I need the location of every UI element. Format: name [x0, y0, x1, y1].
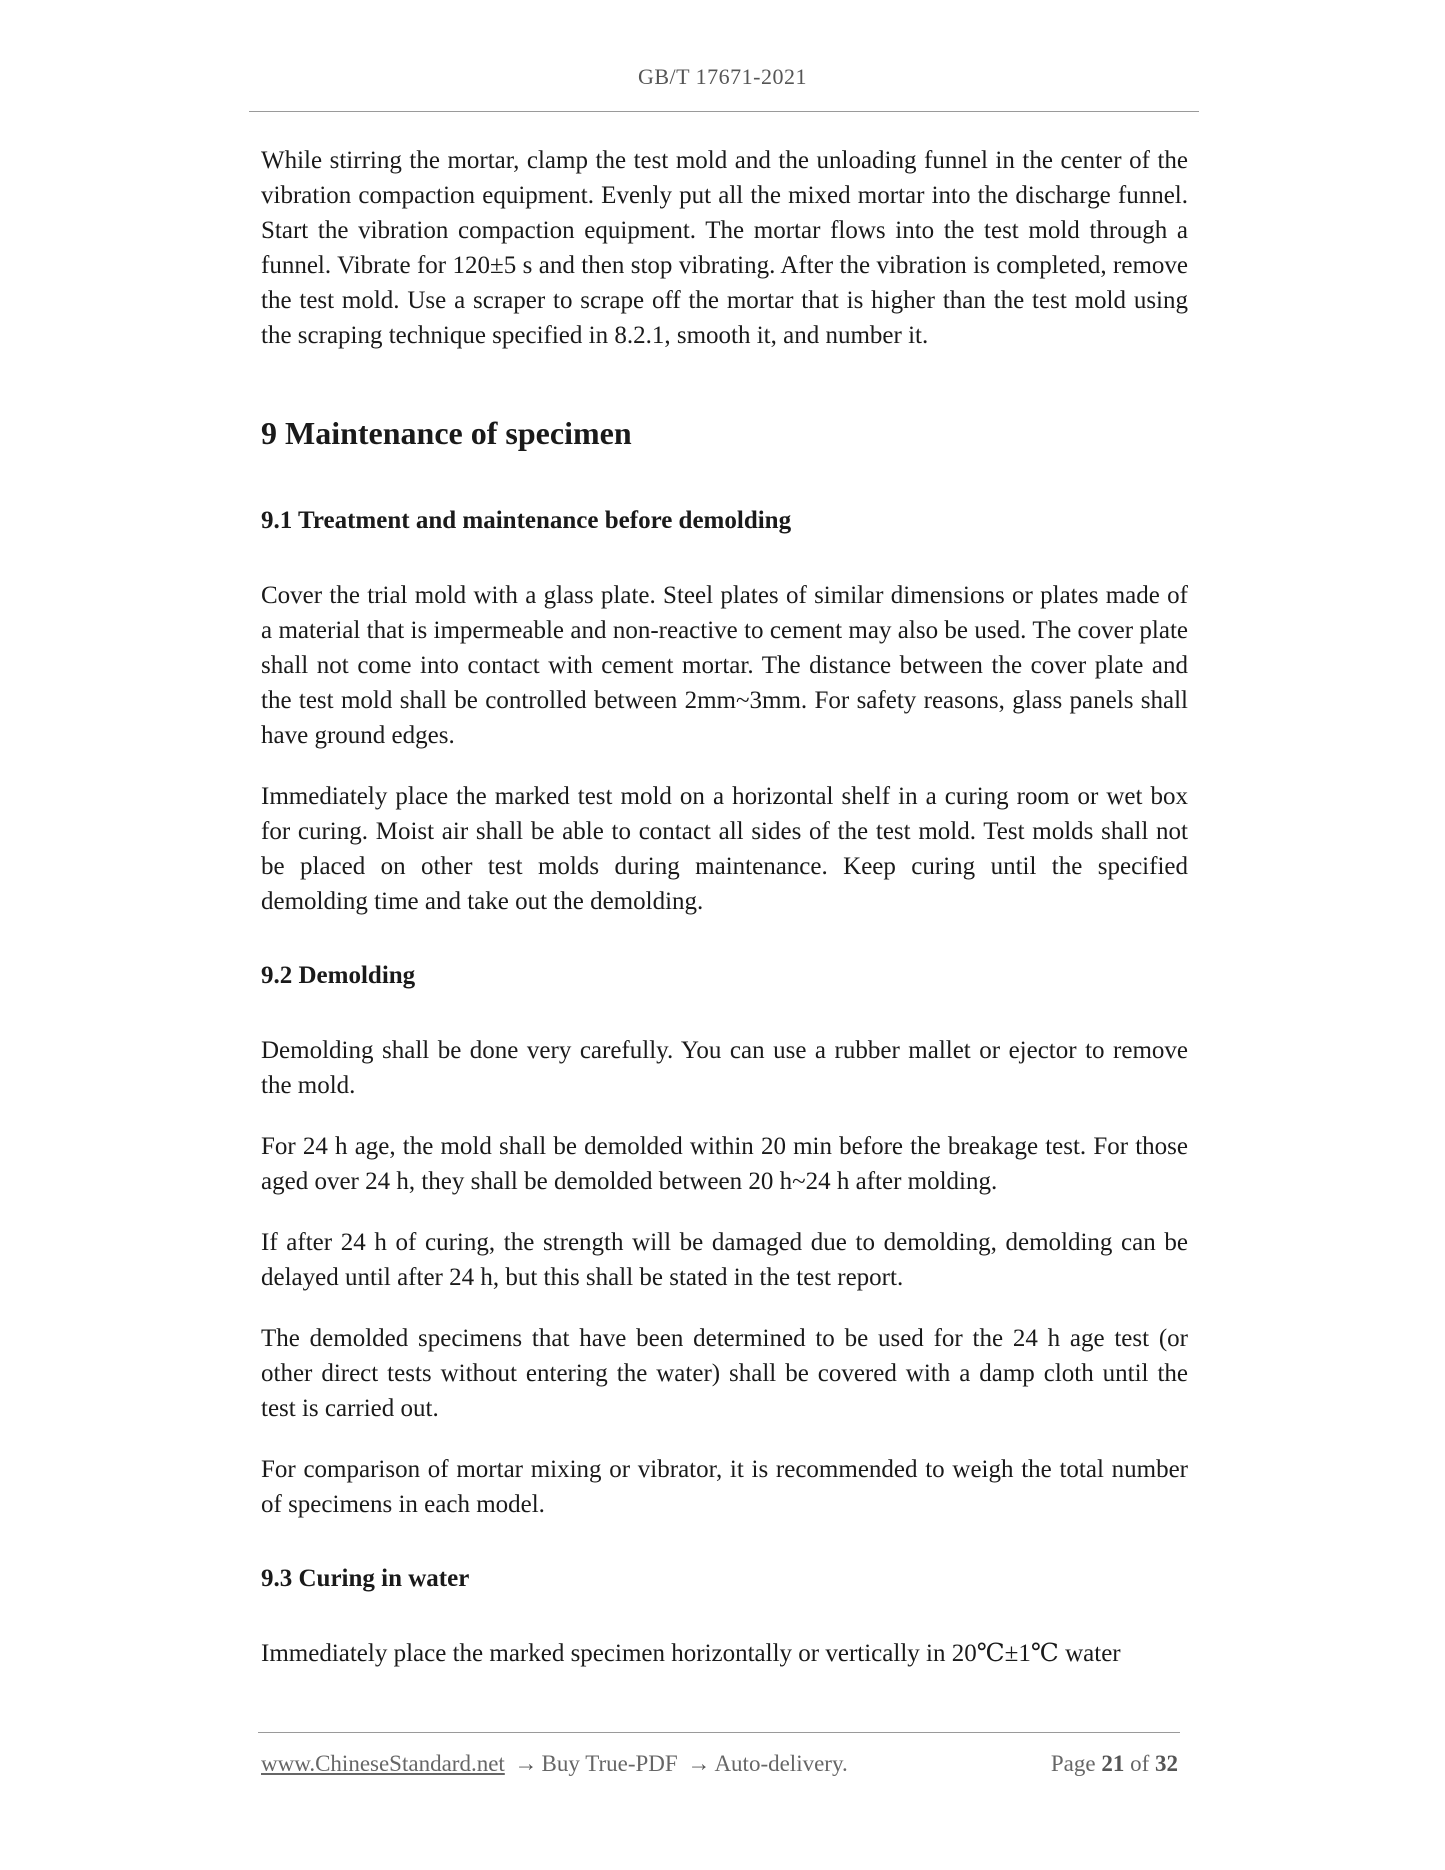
page-label: Page — [1050, 1751, 1096, 1776]
page-current-number: 21 — [1101, 1751, 1125, 1776]
intro-paragraph: While stirring the mortar, clamp the test mold and the unloading funnel in the center of the vibration compaction equipment. Evenly put all the mixed mortar into the discharge funnel. Start the vibration compaction equipment. The mortar flows into the test mold through a funnel. Vibrate for 120±5 s and then stop vibrating. After the vibration is completed, remove the test mold. Use a scraper to scrape off the mortar that is higher than the test mold using the scraping technique specified in 8.2.1, smooth it, and number it. — [261, 147, 1188, 349]
section-9-3-heading: 9.3 Curing in water — [261, 1565, 470, 1592]
section-9-2-heading: 9.2 Demolding — [261, 962, 416, 989]
page-indicator — [1051, 1749, 1178, 1779]
section-9-1-heading: 9.1 Treatment and maintenance before demolding — [261, 507, 792, 534]
document-header-code: GB/T 17671-2021 — [637, 64, 808, 89]
section-9-1-paragraph-2: Immediately place the marked test mold on a horizontal shelf in a curing room or wet box for curing. Moist air shall be able to contact all sides of the test mold. Test molds shall not be placed on other test molds during maintenance. Keep curing until the specified demolding time and take out the demolding. — [261, 783, 1188, 915]
section-9-1-paragraph-1: Cover the trial mold with a glass plate. Steel plates of similar dimensions or plates made of a material that is impermeable and non-reactive to cement may also be used. The cover plate shall not come into contact with cement mortar. The distance between the cover plate and the test mold shall be controlled between 2mm~3mm. For safety reasons, glass panels shall have ground edges. — [261, 582, 1188, 749]
section-9-2-paragraph-3: If after 24 h of curing, the strength will be damaged due to demolding, demolding can be delayed until after 24 h, but this shall be stated in the test report. — [261, 1229, 1188, 1291]
auto-delivery-text: Auto-delivery. — [714, 1751, 848, 1776]
arrow-right-icon: → — [687, 1751, 711, 1776]
footer-divider — [258, 1732, 1180, 1733]
page-total-number: 32 — [1155, 1751, 1178, 1776]
section-9-2-paragraph-5: For comparison of mortar mixing or vibrator, it is recommended to weigh the total number of specimens in each model. — [261, 1456, 1188, 1518]
site-link[interactable]: www.ChineseStandard.net — [261, 1751, 505, 1776]
section-9-heading: 9 Maintenance of specimen — [261, 415, 632, 451]
page-of-label: of — [1130, 1751, 1150, 1776]
header-divider — [249, 111, 1199, 112]
section-9-2-paragraph-2: For 24 h age, the mold shall be demolded within 20 min before the breakage test. For those aged over 24 h, they shall be demolded between 20 h~24 h after molding. — [261, 1133, 1188, 1195]
page-content — [261, 143, 1188, 1671]
section-9-2-paragraph-4: The demolded specimens that have been determined to be used for the 24 h age test (or other direct tests without entering the water) shall be covered with a damp cloth until the test is carried out. — [261, 1325, 1188, 1422]
buy-pdf-text: Buy True-PDF — [541, 1751, 678, 1776]
section-9-2-paragraph-1: Demolding shall be done very carefully. You can use a rubber mallet or ejector to remove the mold. — [261, 1037, 1188, 1099]
section-9-3-paragraph-1: Immediately place the marked specimen horizontally or vertically in 20℃±1℃ water — [261, 1640, 1121, 1667]
arrow-right-icon: → — [514, 1751, 538, 1776]
footer-promo — [261, 1749, 848, 1779]
